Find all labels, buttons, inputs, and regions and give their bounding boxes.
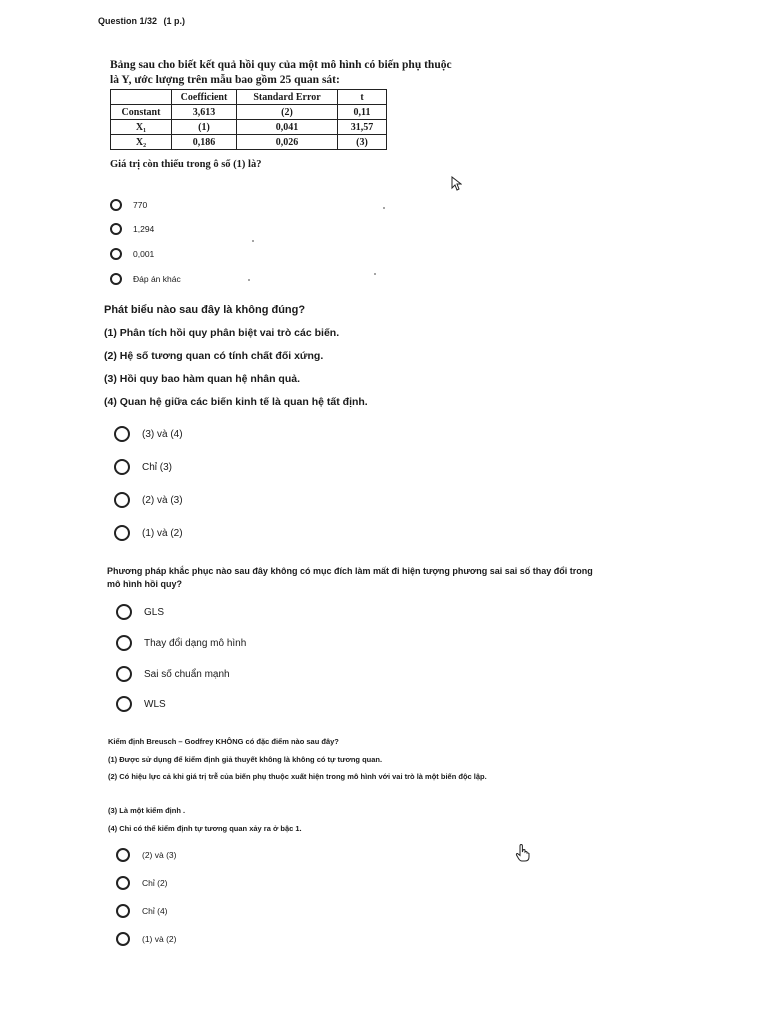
q1-option-3[interactable]: [110, 248, 154, 260]
table-cell: (2): [237, 105, 338, 120]
table-cell: 3,613: [172, 105, 237, 120]
table-cell: (3): [338, 135, 387, 150]
radio-button[interactable]: [116, 848, 130, 862]
option-label: Chỉ (4): [142, 906, 168, 916]
q1-intro-line2: là Y, ước lượng trên mẫu bao gồm 25 quan sát:: [110, 74, 340, 86]
radio-button[interactable]: [110, 248, 122, 260]
q1-option-2[interactable]: [110, 223, 154, 235]
q2-statement-4: (4) Quan hệ giữa các biến kinh tế là quan hệ tất định.: [104, 396, 368, 408]
radio-button[interactable]: [116, 904, 130, 918]
table-header-cell: Coefficient: [172, 90, 237, 105]
table-cell: 0,041: [237, 120, 338, 135]
radio-button[interactable]: [110, 273, 122, 285]
q2-statement-1: (1) Phân tích hồi quy phân biệt vai trò các biến.: [104, 327, 340, 339]
table-cell: Constant: [111, 105, 172, 120]
radio-button[interactable]: [116, 696, 132, 712]
q4-option-4[interactable]: [116, 932, 176, 946]
table-header-cell: t: [338, 90, 387, 105]
option-label: Chỉ (3): [142, 461, 173, 473]
q3-option-2[interactable]: [116, 635, 246, 651]
option-label: 1,294: [133, 224, 155, 234]
table-row: [111, 105, 387, 120]
q4-statement-4: (4) Chỉ có thể kiểm định tự tương quan xảy ra ở bậc 1.: [108, 824, 302, 833]
scan-speck: [374, 273, 376, 275]
hand-cursor-icon: [515, 844, 531, 862]
radio-button[interactable]: [114, 525, 130, 541]
q1-option-4[interactable]: [110, 273, 181, 285]
option-label: Đáp án khác: [133, 274, 181, 284]
q2-statement-2: (2) Hệ số tương quan có tính chất đối xứng.: [104, 350, 324, 362]
q1-prompt: Giá trị còn thiếu trong ô số (1) là?: [110, 159, 262, 170]
table-cell: X₂: [111, 135, 172, 150]
q3-option-4[interactable]: [116, 696, 166, 712]
question-counter: Question 1/32: [98, 16, 158, 26]
radio-button[interactable]: [116, 932, 130, 946]
radio-button[interactable]: [114, 426, 130, 442]
q3-option-3[interactable]: [116, 666, 230, 682]
table-row: [111, 135, 387, 150]
points-label: (1 p.): [163, 16, 186, 26]
option-label: (2) và (3): [142, 850, 177, 860]
table-cell: 0,11: [338, 105, 387, 120]
q4-statement-2: (2) Có hiệu lực cả khi giá trị trễ của biến phụ thuộc xuất hiện trong mô hình với vai trò là một biến độc lập.: [108, 772, 487, 781]
radio-button[interactable]: [110, 223, 122, 235]
option-label: Thay đổi dạng mô hình: [144, 637, 247, 649]
option-label: (2) và (3): [142, 494, 183, 506]
option-label: Sai số chuẩn mạnh: [144, 668, 230, 680]
table-cell: X₁: [111, 120, 172, 135]
q4-prompt: Kiểm định Breusch – Godfrey KHÔNG có đặc điểm nào sau đây?: [108, 737, 339, 746]
q2-option-3[interactable]: [114, 492, 183, 508]
q4-option-1[interactable]: [116, 848, 176, 862]
option-label: (3) và (4): [142, 428, 183, 440]
table-header-row: [111, 90, 387, 105]
radio-button[interactable]: [116, 666, 132, 682]
table-header-cell: [111, 90, 172, 105]
option-label: (1) và (2): [142, 527, 183, 539]
table-cell: (1): [172, 120, 237, 135]
q3-option-1[interactable]: [116, 604, 164, 620]
q1-option-1[interactable]: [110, 199, 147, 211]
scan-speck: [252, 240, 254, 242]
regression-table: [110, 89, 387, 150]
arrow-cursor-icon: [451, 176, 462, 191]
q1-intro-line1: Bảng sau cho biết kết quả hồi quy của một mô hình có biến phụ thuộc: [110, 59, 452, 71]
table-header-cell: Standard Error: [237, 90, 338, 105]
radio-button[interactable]: [114, 492, 130, 508]
option-label: GLS: [144, 606, 165, 618]
q2-option-1[interactable]: [114, 426, 183, 442]
radio-button[interactable]: [116, 604, 132, 620]
table-cell: 31,57: [338, 120, 387, 135]
table-cell: 0,186: [172, 135, 237, 150]
option-label: 0,001: [133, 249, 155, 259]
table-row: [111, 120, 387, 135]
scan-speck: [248, 279, 250, 281]
option-label: Chỉ (2): [142, 878, 168, 888]
q2-option-4[interactable]: [114, 525, 183, 541]
q2-option-2[interactable]: [114, 459, 172, 475]
option-label: 770: [133, 200, 148, 210]
q3-prompt: Phương pháp khắc phục nào sau đây không có mục đích làm mất đi hiện tượng phương sai sai số thay đổi trong mô hình hồi quy?: [107, 566, 593, 589]
q2-statement-3: (3) Hồi quy bao hàm quan hệ nhân quả.: [104, 373, 301, 385]
q4-option-3[interactable]: [116, 904, 168, 918]
option-label: WLS: [144, 698, 166, 710]
q4-option-2[interactable]: [116, 876, 168, 890]
radio-button[interactable]: [114, 459, 130, 475]
table-cell: 0,026: [237, 135, 338, 150]
q2-prompt: Phát biểu nào sau đây là không đúng?: [104, 304, 306, 316]
radio-button[interactable]: [116, 876, 130, 890]
radio-button[interactable]: [116, 635, 132, 651]
scan-speck: [383, 207, 385, 209]
question-header: [98, 16, 185, 26]
q4-statement-3: (3) Là một kiểm định .: [108, 806, 186, 815]
radio-button[interactable]: [110, 199, 122, 211]
option-label: (1) và (2): [142, 934, 177, 944]
q4-statement-1: (1) Được sử dụng để kiểm định giả thuyết không là không có tự tương quan.: [108, 755, 383, 764]
